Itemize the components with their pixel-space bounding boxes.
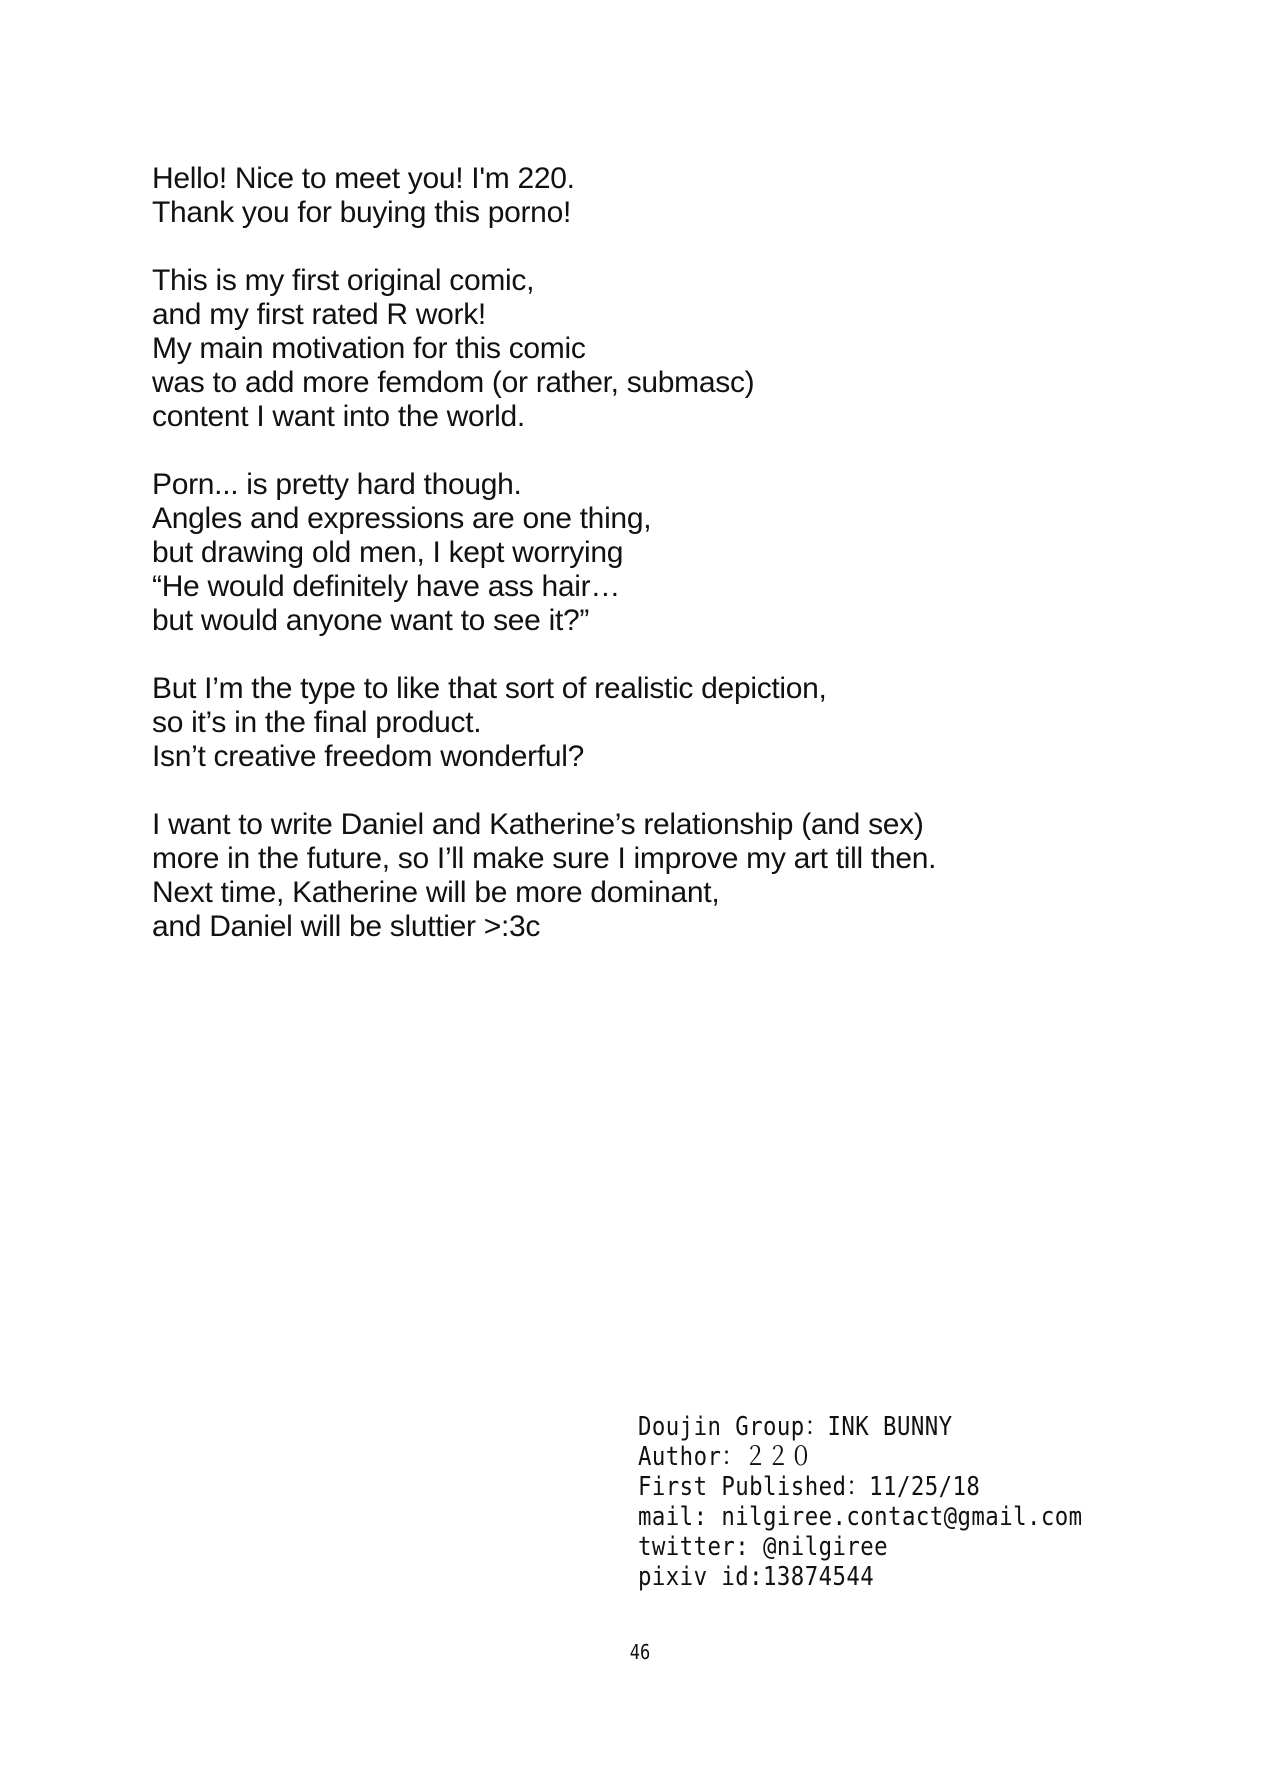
text-line: Next time, Katherine will be more dominant,: [152, 876, 720, 909]
text-line: Isn’t creative freedom wonderful?: [152, 740, 584, 773]
text-line: Porn... is pretty hard though.: [152, 468, 522, 501]
text-line: Thank you for buying this porno!: [152, 196, 571, 229]
paragraph-future: [152, 808, 1152, 944]
text-line: and Daniel will be sluttier >:3c: [152, 910, 541, 943]
paragraph-difficulty: [152, 468, 1152, 638]
colophon-mail: mail: nilgiree.contact@gmail.com: [638, 1502, 1083, 1532]
colophon-group: Doujin Group：INK BUNNY: [638, 1412, 953, 1442]
text-line: and my first rated R work!: [152, 298, 486, 331]
colophon-author: Author：２２０: [638, 1442, 813, 1472]
text-line: My main motivation for this comic: [152, 332, 586, 365]
page-number: 46: [629, 1640, 651, 1664]
text-line: but drawing old men, I kept worrying: [152, 536, 624, 569]
colophon-twitter: twitter: @nilgiree: [638, 1532, 889, 1562]
text-line: but would anyone want to see it?”: [152, 604, 590, 637]
text-line: This is my first original comic,: [152, 264, 535, 297]
text-line: more in the future, so I’ll make sure I improve my art till then.: [152, 842, 937, 875]
paragraph-greeting: [152, 162, 1152, 230]
text-line: But I’m the type to like that sort of realistic depiction,: [152, 672, 827, 705]
colophon-published: First Published：11/25/18: [638, 1472, 981, 1502]
text-line: I want to write Daniel and Katherine’s relationship (and sex): [152, 808, 924, 841]
text-line: Angles and expressions are one thing,: [152, 502, 652, 535]
text-line: Hello! Nice to meet you! I'm 220.: [152, 162, 575, 195]
paragraph-realism: [152, 672, 1152, 774]
text-line: “He would definitely have ass hair…: [152, 570, 621, 603]
colophon: [638, 1412, 1083, 1592]
afterword-text: [152, 162, 1152, 978]
text-line: was to add more femdom (or rather, submasc): [152, 366, 755, 399]
paragraph-motivation: [152, 264, 1152, 434]
text-line: so it’s in the final product.: [152, 706, 482, 739]
colophon-pixiv: pixiv id:13874544: [638, 1562, 875, 1592]
text-line: content I want into the world.: [152, 400, 525, 433]
